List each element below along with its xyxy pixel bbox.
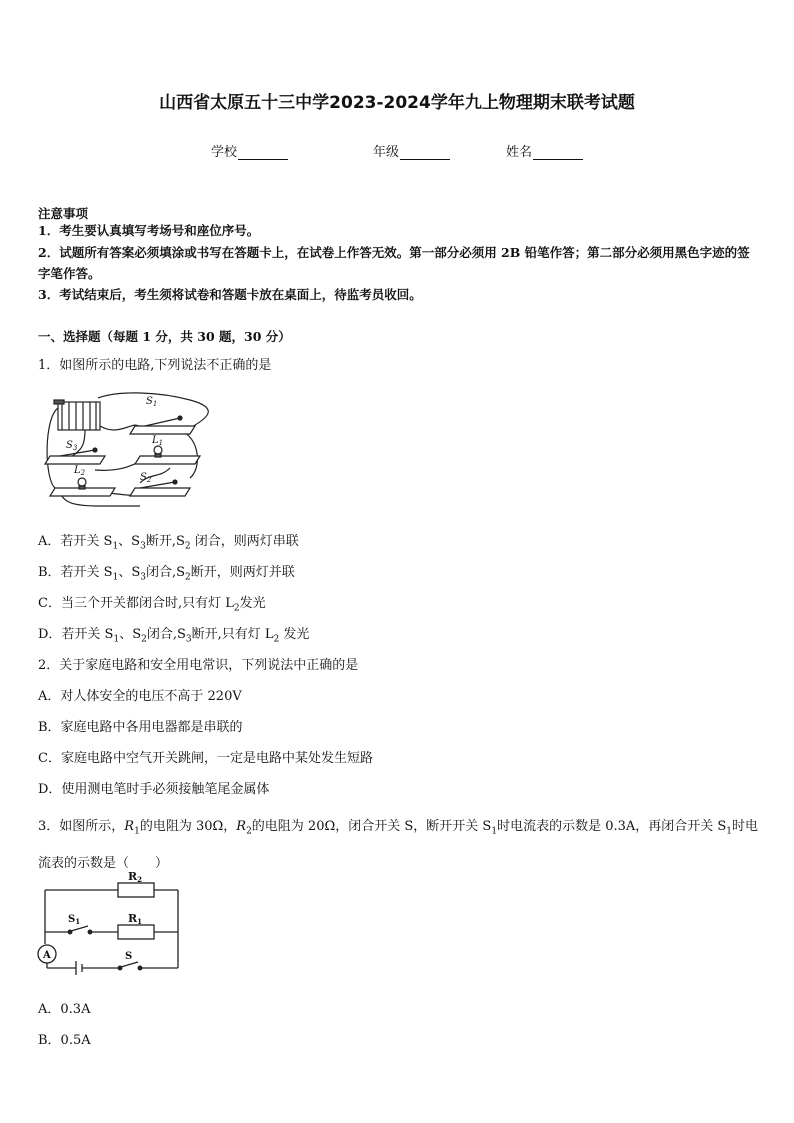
fig1-label-l2: $L_2$ — [74, 465, 86, 477]
q3-stem: 3．如图所示，$R_1$的电阻为 30Ω，$R_2$的电阻为 20Ω，闭合开关 S，断开开关 $S_1$时电流表的示数是 0.3A，再闭合开关 $S_1$时电流表的示数是（ ） — [38, 819, 759, 871]
fig1-label-l1: $L_1$ — [152, 435, 164, 447]
fig1-label-s2: $S_2$ — [140, 472, 152, 484]
notes-heading: 注意事项 — [38, 206, 89, 221]
grade-blank[interactable] — [400, 145, 450, 160]
fig3-label-s: S — [125, 951, 133, 962]
school-field[interactable]: 学校 — [211, 141, 288, 160]
name-blank[interactable] — [533, 145, 583, 160]
ammeter-icon: A — [43, 950, 51, 961]
q1-circuit-figure — [40, 388, 210, 513]
q2-option-d[interactable]: D．使用测电笔时手必须接触笔尾金属体 — [38, 782, 270, 797]
note-item-1: 1．考生要认真填写考场号和座位序号。 — [38, 223, 260, 238]
section-heading: 一、选择题（每题 1 分，共 30 题，30 分） — [38, 329, 291, 344]
q2-option-c[interactable]: C．家庭电路中空气开关跳闸，一定是电路中某处发生短路 — [38, 751, 373, 766]
fig3-label-r2: R2 — [128, 870, 143, 884]
q1-stem: 1．如图所示的电路,下列说法不正确的是 — [38, 358, 272, 373]
page-title: 山西省太原五十三中学2023-2024学年九上物理期末联考试题 — [159, 93, 635, 113]
fig1-label-s3: $S_3$ — [66, 440, 78, 452]
q1-option-a[interactable]: A．若开关 $S_1$、$S_3$断开$,S_2$ 闭合，则两灯串联 — [38, 534, 299, 552]
note-item-3: 3．考试结束后，考生须将试卷和答题卡放在桌面上，待监考员收回。 — [38, 287, 422, 302]
fig3-label-s1: $S_1$ — [68, 914, 81, 926]
q1-option-b[interactable]: B．若开关 $S_1$、$S_3$闭合$,S_2$断开，则两灯并联 — [38, 565, 295, 583]
fig3-label-r1: R1 — [128, 912, 143, 926]
q1-option-d[interactable]: D．若开关 $S_1$、$S_2$闭合$,S_3$断开,只有灯 $L_2$ 发光 — [38, 627, 310, 645]
q2-stem: 2．关于家庭电路和安全用电常识，下列说法中正确的是 — [38, 658, 359, 673]
q2-option-b[interactable]: B．家庭电路中各用电器都是串联的 — [38, 720, 243, 735]
school-blank[interactable] — [238, 145, 288, 160]
note-item-2: 2．试题所有答案必须填涂或书写在答题卡上，在试卷上作答无效。第一部分必须用 2B 铅笔作答；第二部分必须用黑色字迹的签字笔作答。 — [38, 245, 750, 281]
q2-option-a[interactable]: A．对人体安全的电压不高于 220V — [38, 689, 242, 704]
grade-field[interactable]: 年级 — [373, 141, 450, 160]
q3-option-a[interactable]: A．0.3A — [38, 1002, 91, 1017]
fig1-label-s1: $S_1$ — [146, 396, 158, 408]
name-field[interactable]: 姓名 — [506, 141, 583, 160]
q1-option-c[interactable]: C．当三个开关都闭合时,只有灯 $L_2$发光 — [38, 596, 266, 614]
q3-option-b[interactable]: B．0.5A — [38, 1033, 91, 1048]
q3-circuit-figure — [30, 868, 190, 980]
